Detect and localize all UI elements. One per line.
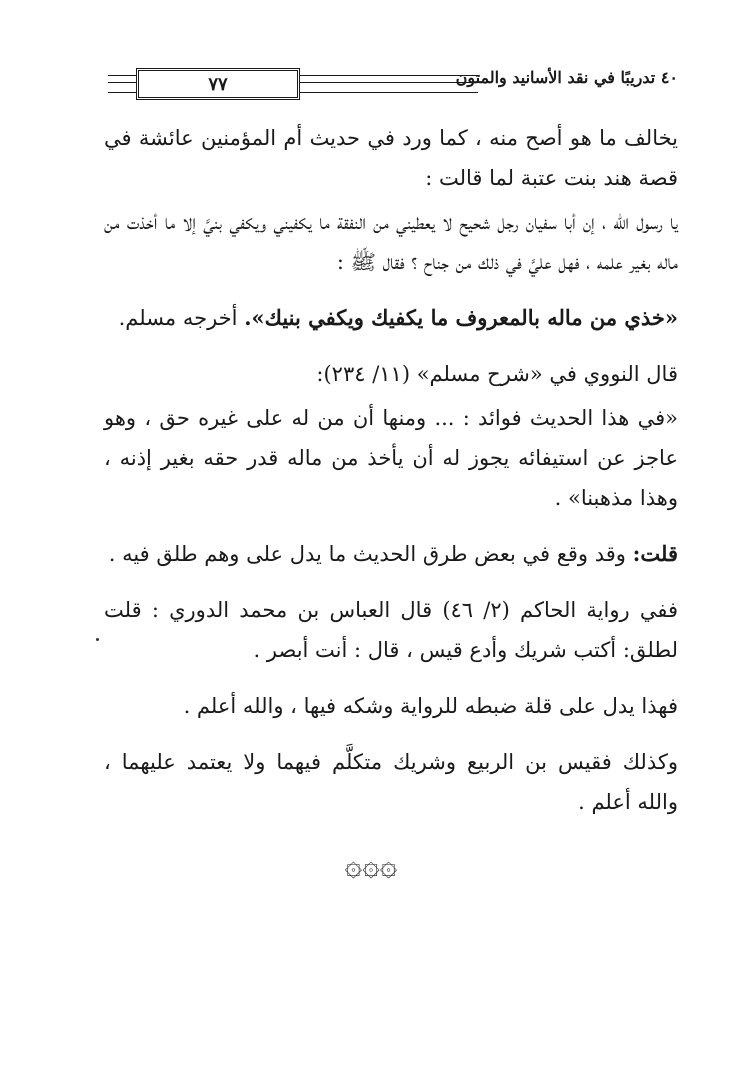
page-header <box>108 66 678 106</box>
paragraph-3 <box>104 298 678 338</box>
header-rule-middle <box>300 75 478 93</box>
section-end-ornaments: ۞۞۞ <box>344 848 398 883</box>
paragraph-7: ففي رواية الحاكم (٢/ ٤٦) قال العباس بن محمد الدوري : قلت لطلق: أكتب شريك وأدع قيس ، قال : أنت أبصر . <box>104 598 678 662</box>
paragraph-5: «في هذا الحديث فوائد : ... ومنها أن من له على غيره حق ، وهو عاجز عن استيفائه يجوز له أن يأخذ من ماله قدر حقه بغير إذنه ، وهذا مذهبنا» . <box>104 406 678 510</box>
paragraph-4: قال النووي في «شرح مسلم» (١١/ ٢٣٤): <box>316 362 678 386</box>
running-title: ٤٠ تدريبًا في نقد الأسانيد والمتون <box>455 68 678 87</box>
paragraph-8: فهذا يدل على قلة ضبطه للرواية وشكه فيها ، والله أعلم . <box>183 694 678 718</box>
note-label: قلت: <box>632 541 678 566</box>
hadith-source: أخرجه مسلم. <box>118 306 245 330</box>
hadith-text: «خذي من ماله بالمعروف ما يكفيك ويكفي بنيك». <box>244 305 678 330</box>
scan-dot <box>96 638 99 641</box>
main-text <box>104 118 678 838</box>
page-number: ٧٧ <box>136 68 300 100</box>
paragraph-2: يا رسول الله ، إن أبا سفيان رجل شحيح لا يعطيني من النفقة ما يكفيني ويكفي بنيَّ إلا ما أخذت من ماله بغير علمه ، فهل عليَّ في ذلك من جناح ؟ فقال ﷺ : <box>104 210 678 274</box>
paragraph-6 <box>104 534 678 574</box>
header-rule-left <box>108 75 136 93</box>
note-text: وقد وقع في بعض طرق الحديث ما يدل على وهم طلق فيه . <box>108 542 633 566</box>
paragraph-9: وكذلك فقيس بن الربيع وشريك متكلَّم فيهما ولا يعتمد عليهما ، والله أعلم . <box>104 750 678 814</box>
paragraph-1: يخالف ما هو أصح منه ، كما ورد في حديث أم المؤمنين عائشة في قصة هند بنت عتبة لما قالت : <box>104 126 678 190</box>
